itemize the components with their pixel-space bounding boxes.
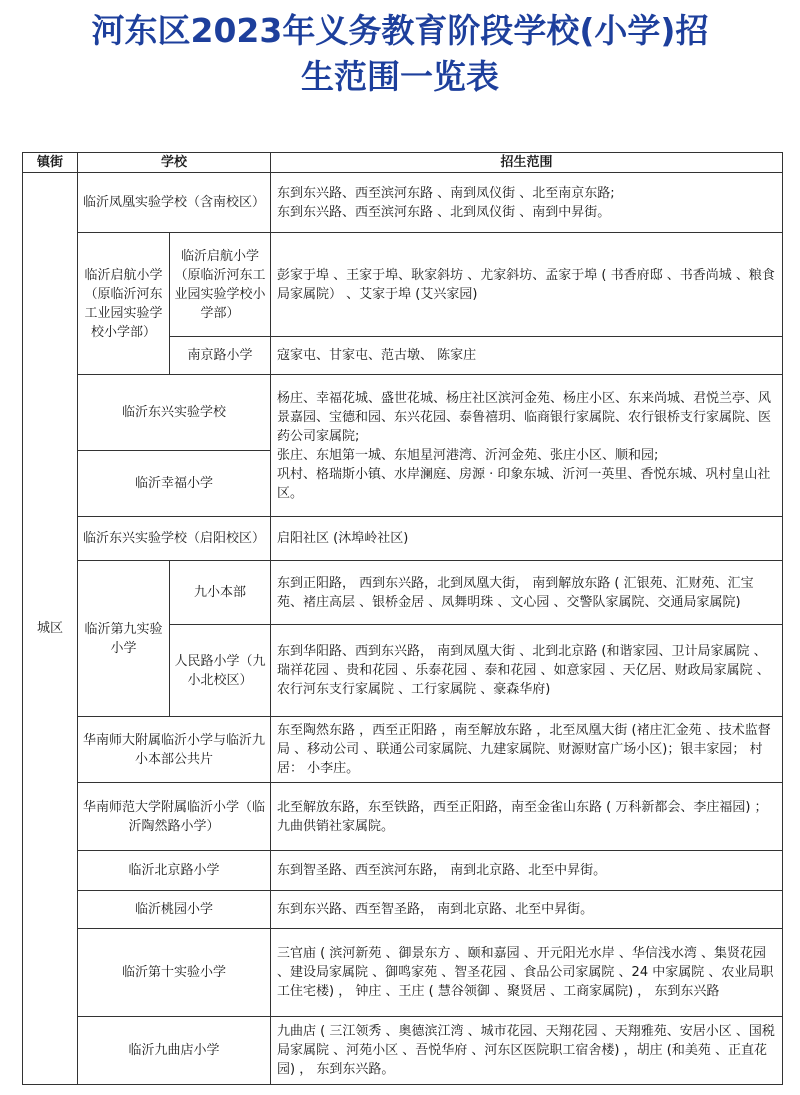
school-group-cell: 临沂第九实验小学 <box>78 561 170 717</box>
table-row <box>23 375 783 451</box>
school-cell: 临沂北京路小学 <box>78 851 271 891</box>
header-town: 镇街 <box>23 153 78 173</box>
scope-cell: 东到华阳路、西到东兴路， 南到凤凰大街 、北到北京路 (和谐家园、卫计局家属院 、瑞祥花园 、贵和花园 、乐泰花园 、泰和花园 、如意家园 、天亿居、财政局家属院 、农行河东支行家属院 、工行家属院 、豪森华府) <box>271 625 783 717</box>
table-row <box>23 717 783 783</box>
school-cell: 华南师范大学附属临沂小学（临沂陶然路小学） <box>78 783 271 851</box>
town-cell: 城区 <box>23 173 78 1085</box>
school-cell: 临沂桃园小学 <box>78 891 271 929</box>
scope-cell: 东至陶然东路 ，西至正阳路 ，南至解放东路 ，北至凤凰大街 (褚庄汇金苑 、技术监督局 、移动公司 、联通公司家属院、九建家属院、财源财富广场小区)；银丰家园； 村居： 小李庄。 <box>271 717 783 783</box>
school-cell: 临沂东兴实验学校（启阳校区） <box>78 517 271 561</box>
school-cell: 临沂启航小学（原临沂河东工业园实验学校小学部） <box>170 233 271 337</box>
scope-cell: 东到智圣路、西至滨河东路， 南到北京路、北至中昇街。 <box>271 851 783 891</box>
page-title <box>0 0 800 138</box>
table-row <box>23 1017 783 1085</box>
scope-cell: 三官庙 ( 滨河新苑 、御景东方 、颐和嘉园 、开元阳光水岸 、华信浅水湾 、集贤花园 、建设局家属院 、御鸣家苑 、智圣花园 、食品公司家属院 、24 中家属院 、农业局职工住宅楼) ， 钟庄 、王庄 ( 慧谷领御 、聚贤居 、工商家属院) ， 东到东兴路 <box>271 929 783 1017</box>
enrollment-table <box>22 152 783 1085</box>
school-cell: 临沂九曲店小学 <box>78 1017 271 1085</box>
table-row <box>23 173 783 233</box>
scope-cell: 寇家屯、甘家屯、范古墩、 陈家庄 <box>271 337 783 375</box>
table-row <box>23 783 783 851</box>
table-row <box>23 851 783 891</box>
scope-cell: 彭家于埠 、王家于埠、耿家斜坊 、尤家斜坊、孟家于埠 ( 书香府邸 、书香尚城 、粮食局家属院） 、艾家于埠 (艾兴家园) <box>271 233 783 337</box>
scope-cell: 东到东兴路、西至智圣路， 南到北京路、北至中昇街。 <box>271 891 783 929</box>
title-line-1: 河东区2023年义务教育阶段学校(小学)招 <box>91 11 709 50</box>
school-cell: 九小本部 <box>170 561 271 625</box>
header-scope: 招生范围 <box>271 153 783 173</box>
scope-cell: 东到正阳路， 西到东兴路，北到凤凰大街， 南到解放东路 ( 汇银苑、汇财苑、汇宝苑、褚庄高层 、银桥金居 、凤舞明珠 、文心园 、交警队家属院、交通局家属院) <box>271 561 783 625</box>
table-header-row <box>23 153 783 173</box>
scope-cell: 杨庄、幸福花城、盛世花城、杨庄社区滨河金苑、杨庄小区、东来尚城、君悦兰亭、风景嘉园、宝德和园、东兴花园、泰鲁禧玥、临商银行家属院、农行银桥支行家属院、医药公司家属院; 张庄、东旭第一城、东旭星河港湾、沂河金苑、张庄小区、顺和园; 巩村、格瑞斯小镇、水岸澜庭、房源 · 印象东城、沂河一英里、香悦东城、巩村皇山社区。 <box>271 375 783 517</box>
table-row <box>23 561 783 625</box>
school-cell: 临沂凤凰实验学校（含南校区） <box>78 173 271 233</box>
title-line-2: 生范围一览表 <box>301 57 499 96</box>
school-cell: 华南师大附属临沂小学与临沂九小本部公共片 <box>78 717 271 783</box>
scope-cell: 启阳社区 (沐埠岭社区) <box>271 517 783 561</box>
school-cell: 临沂东兴实验学校 <box>78 375 271 451</box>
header-school: 学校 <box>78 153 271 173</box>
table-row <box>23 517 783 561</box>
school-group-cell: 临沂启航小学（原临沂河东工业园实验学校小学部） <box>78 233 170 375</box>
school-cell: 人民路小学（九小北校区） <box>170 625 271 717</box>
scope-cell: 北至解放东路，东至铁路，西至正阳路，南至金雀山东路 ( 万科新都会、李庄福园) ； 九曲供销社家属院。 <box>271 783 783 851</box>
table-row <box>23 891 783 929</box>
school-cell: 临沂幸福小学 <box>78 451 271 517</box>
scope-cell: 东到东兴路、西至滨河东路 、南到凤仪街 、北至南京东路; 东到东兴路、西至滨河东路 、北到凤仪街 、南到中昇街。 <box>271 173 783 233</box>
table-row <box>23 233 783 337</box>
table-row <box>23 929 783 1017</box>
school-cell: 临沂第十实验小学 <box>78 929 271 1017</box>
school-cell: 南京路小学 <box>170 337 271 375</box>
scope-cell: 九曲店 ( 三江领秀 、奥德滨江湾 、城市花园、天翔花园 、天翔雅苑、安居小区 、国税局家属院 、河苑小区 、吾悦华府 、河东区医院职工宿舍楼) ，胡庄 (和美苑 、正直花园) ， 东到东兴路。 <box>271 1017 783 1085</box>
